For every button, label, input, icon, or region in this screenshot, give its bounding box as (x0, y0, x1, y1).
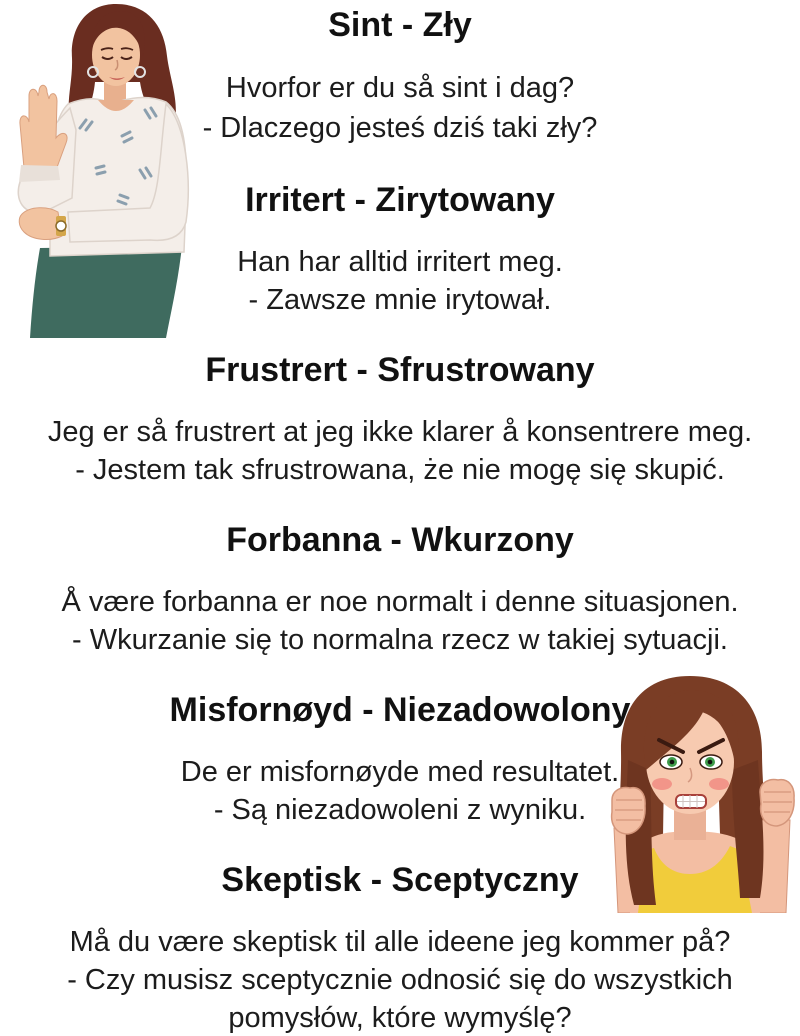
entry-3-polish-sentence: - Jestem tak sfrustrowana, że nie mogę się skupić. (75, 454, 725, 486)
entry-4-norwegian-sentence: Å være forbanna er noe normalt i denne situasjonen. (61, 586, 739, 618)
entry-1-heading: Sint - Zły (328, 6, 472, 44)
entry-6-heading: Skeptisk - Sceptyczny (221, 861, 579, 899)
entry-4-polish-sentence: - Wkurzanie się to normalna rzecz w takiej sytuacji. (72, 624, 728, 656)
entry-5-polish-sentence: - Są niezadowoleni z wyniku. (213, 794, 587, 826)
entry-3-norwegian-sentence: Jeg er så frustrert at jeg ikke klarer å konsentrere meg. (47, 416, 753, 448)
entry-6-polish-sentence-line-1: - Czy musisz sceptycznie odnosić się do wszystkich (67, 964, 733, 996)
entry-6-norwegian-sentence: Må du være skeptisk til alle ideene jeg kommer på? (69, 926, 731, 958)
entry-6-polish-sentence-line-2: pomysłów, które wymyślę? (228, 1002, 572, 1034)
watch-face (56, 221, 66, 231)
entry-4-heading: Forbanna - Wkurzony (226, 521, 574, 559)
entry-5-norwegian-sentence: De er misfornøyde med resultatet. (180, 756, 620, 788)
entry-2-heading: Irritert - Zirytowany (245, 181, 555, 219)
entry-2-polish-sentence: - Zawsze mnie irytował. (248, 284, 552, 316)
entry-1-polish-sentence: - Dlaczego jesteś dziś taki zły? (202, 112, 598, 144)
entry-2-norwegian-sentence: Han har alltid irritert meg. (237, 246, 563, 278)
entry-1-norwegian-sentence: Hvorfor er du så sint i dag? (225, 72, 575, 104)
entry-5-heading: Misfornøyd - Niezadowolony (169, 691, 631, 729)
entry-3-heading: Frustrert - Sfrustrowany (205, 351, 595, 389)
